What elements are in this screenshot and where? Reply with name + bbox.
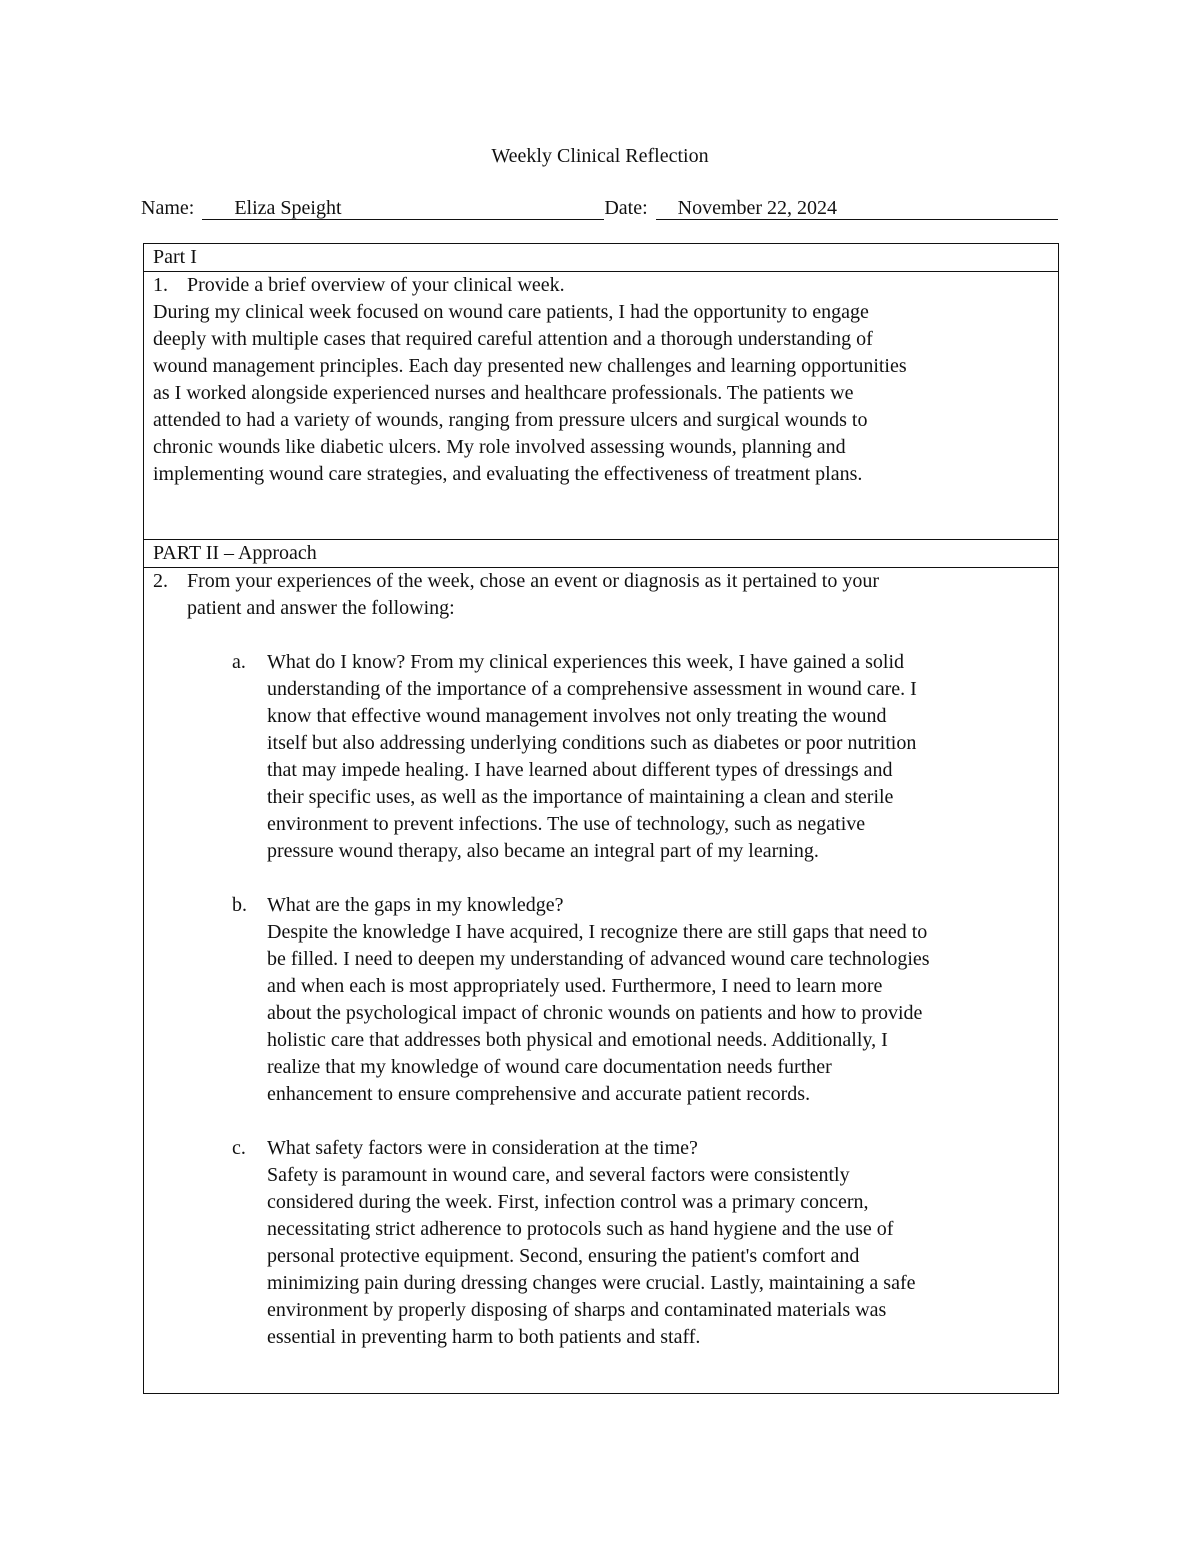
subitem-letter: b. xyxy=(232,894,247,916)
part1-heading: Part I xyxy=(144,244,1059,272)
part2-question-number: 2. xyxy=(153,570,168,592)
subitem-text: What safety factors were in consideration at the time? Safety is paramount in wound care, and several factors were consistently considered during the week. First, infection control was a primary concern, necessitating strict adherence to protocols such as hand hygiene and the use of personal protective equipment. Second, ensuring the patient's comfort and minimizing pain during dressing changes were crucial. Lastly, maintaining a safe environment by properly disposing of sharps and contaminated materials was essential in preventing harm to both patients and staff. xyxy=(267,1137,916,1348)
part2-content xyxy=(144,568,1059,1394)
subitem-letter: c. xyxy=(232,1137,246,1159)
subitem-letter: a. xyxy=(232,651,246,673)
subitem-a xyxy=(232,649,1049,865)
part2-heading: PART II – Approach xyxy=(144,540,1059,568)
name-value: Eliza Speight xyxy=(202,197,604,220)
name-label: Name: xyxy=(141,197,195,219)
part1-content xyxy=(144,272,1059,540)
reflection-table xyxy=(143,243,1059,1394)
subitem-c xyxy=(232,1135,1049,1351)
subitem-text: What do I know? From my clinical experiences this week, I have gained a solid understanding of the importance of a comprehensive assessment in wound care. I know that effective wound management involves not only treating the wound itself but also addressing underlying conditions such as diabetes or poor nutrition that may impede healing. I have learned about different types of dressings and their specific uses, as well as the importance of maintaining a clean and sterile environment to prevent infections. The use of technology, such as negative pressure wound therapy, also became an integral part of my learning. xyxy=(267,651,917,862)
date-value: November 22, 2024 xyxy=(656,197,1058,220)
subitem-b xyxy=(232,892,1049,1108)
date-label: Date: xyxy=(604,197,648,219)
part2-question: From your experiences of the week, chose an event or diagnosis as it pertained to your patient and answer the following: xyxy=(187,570,880,619)
part1-answer: During my clinical week focused on wound care patients, I had the opportunity to engage deeply with multiple cases that required careful attention and a thorough understanding of wound management principles. Each day presented new challenges and learning opportunities as I worked alongside experienced nurses and healthcare professionals. The patients we attended to had a variety of wounds, ranging from pressure ulcers and surgical wounds to chronic wounds like diabetic ulcers. My role involved assessing wounds, planning and implementing wound care strategies, and evaluating the effectiveness of treatment plans. xyxy=(153,301,907,485)
part1-question: Provide a brief overview of your clinical week. xyxy=(187,274,565,296)
document-title: Weekly Clinical Reflection xyxy=(491,145,709,167)
part1-question-number: 1. xyxy=(153,274,168,296)
name-date-line xyxy=(141,195,1058,222)
subitem-text: What are the gaps in my knowledge? Despite the knowledge I have acquired, I recognize there are still gaps that need to be filled. I need to deepen my understanding of advanced wound care technologies and when each is most appropriately used. Furthermore, I need to learn more about the psychological impact of chronic wounds on patients and how to provide holistic care that addresses both physical and emotional needs. Additionally, I realize that my knowledge of wound care documentation needs further enhancement to ensure comprehensive and accurate patient records. xyxy=(267,894,930,1105)
